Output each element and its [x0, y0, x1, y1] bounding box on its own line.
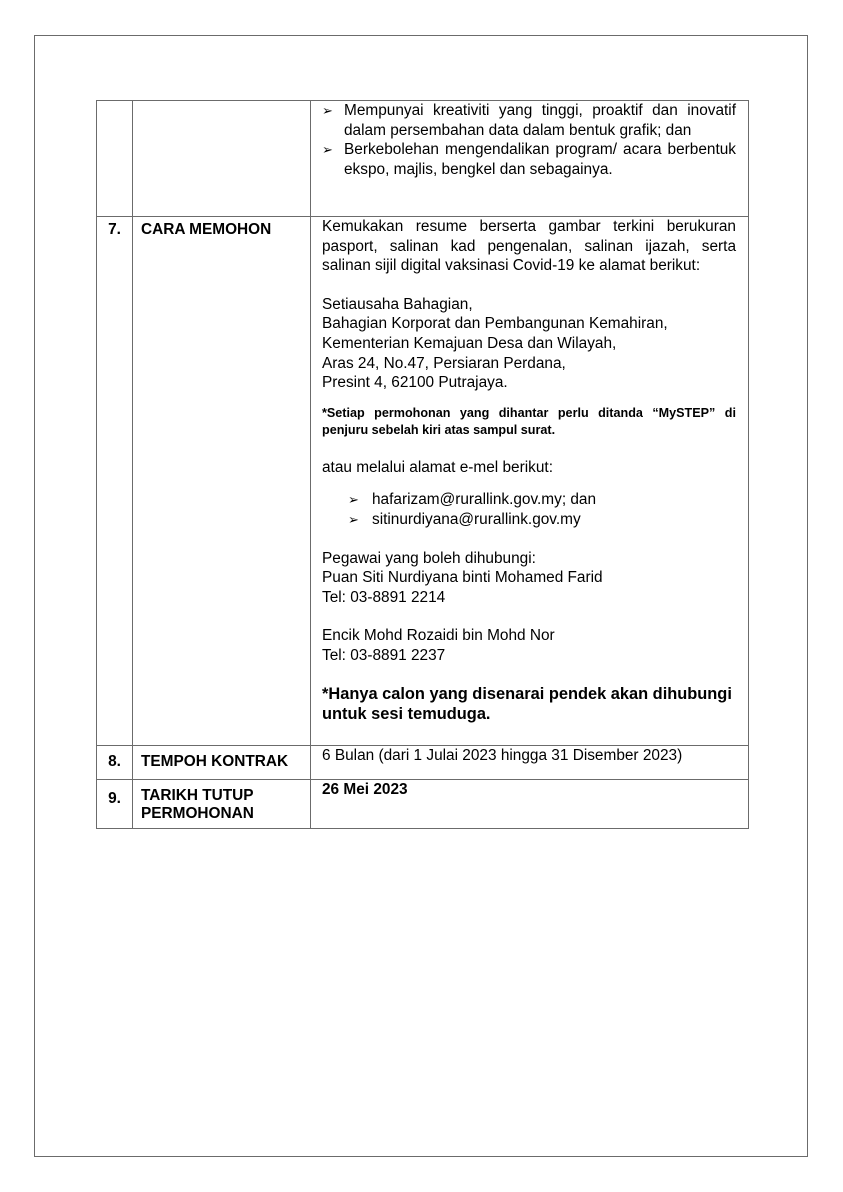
requirements-cell — [311, 101, 749, 217]
contact-tel: Tel: 03-8891 2214 — [322, 588, 446, 606]
row-number: 9. — [97, 780, 133, 829]
contact-tel: Tel: 03-8891 2237 — [322, 646, 446, 664]
list-item: ➢ Mempunyai kreativiti yang tinggi, proaktif dan inovatif dalam persembahan data dalam bentuk grafik; dan — [322, 102, 736, 139]
address-line: Kementerian Kemajuan Desa dan Wilayah, — [322, 334, 617, 352]
job-details-table — [96, 100, 749, 829]
row-number: 8. — [97, 746, 133, 780]
table-row-continuation — [97, 101, 749, 217]
application-method-cell — [311, 217, 749, 746]
email-intro: atau melalui alamat e-mel berikut: — [322, 458, 553, 476]
contact-heading: Pegawai yang boleh dihubungi: — [322, 549, 536, 567]
arrowhead-bullet-icon: ➢ — [322, 142, 333, 158]
arrowhead-bullet-icon: ➢ — [348, 492, 359, 508]
arrowhead-bullet-icon: ➢ — [322, 103, 333, 118]
address-line: Setiausaha Bahagian, — [322, 295, 473, 313]
mailing-address — [322, 295, 736, 393]
email-link[interactable]: sitinurdiyana@rurallink.gov.my — [372, 510, 581, 528]
row-label-cara-memohon: CARA MEMOHON — [133, 217, 311, 746]
address-line: Bahagian Korporat dan Pembangunan Kemahiran, — [322, 315, 668, 333]
table-row-7 — [97, 217, 749, 746]
email-link[interactable]: hafarizam@rurallink.gov.my; dan — [372, 491, 597, 509]
shortlist-note: *Hanya calon yang disenarai pendek akan dihubungi untuk sesi temuduga. — [322, 684, 732, 723]
number-cell — [97, 101, 133, 217]
contract-period-value: 6 Bulan (dari 1 Julai 2023 hingga 31 Disember 2023) — [311, 746, 749, 780]
closing-date-value: 26 Mei 2023 — [311, 780, 749, 829]
list-item — [348, 510, 736, 530]
table-row-8 — [97, 746, 749, 780]
email-list — [322, 490, 736, 529]
application-intro: Kemukakan resume berserta gambar terkini berukuran pasport, salinan kad pengenalan, salinan ijazah, serta salinan sijil digital vaksinasi Covid-19 ke alamat berikut: — [322, 218, 736, 275]
label-cell — [133, 101, 311, 217]
row-label-tempoh-kontrak: TEMPOH KONTRAK — [133, 746, 311, 780]
row-label-tarikh-tutup: TARIKH TUTUP PERMOHONAN — [133, 780, 311, 829]
table-row-9 — [97, 780, 749, 829]
contact-name: Encik Mohd Rozaidi bin Mohd Nor — [322, 627, 555, 645]
arrowhead-bullet-icon: ➢ — [348, 511, 359, 527]
address-line: Presint 4, 62100 Putrajaya. — [322, 374, 508, 392]
row-number: 7. — [97, 217, 133, 746]
list-item — [348, 490, 736, 510]
address-line: Aras 24, No.47, Persiaran Perdana, — [322, 354, 566, 372]
envelope-note: *Setiap permohonan yang dihantar perlu ditanda “MySTEP” di penjuru sebelah kiri atas sampul surat. — [322, 405, 736, 437]
list-item: ➢ Berkebolehan mengendalikan program/ acara berbentuk ekspo, majlis, bengkel dan sebagainya. — [322, 141, 736, 178]
contact-name: Puan Siti Nurdiyana binti Mohamed Farid — [322, 569, 603, 587]
